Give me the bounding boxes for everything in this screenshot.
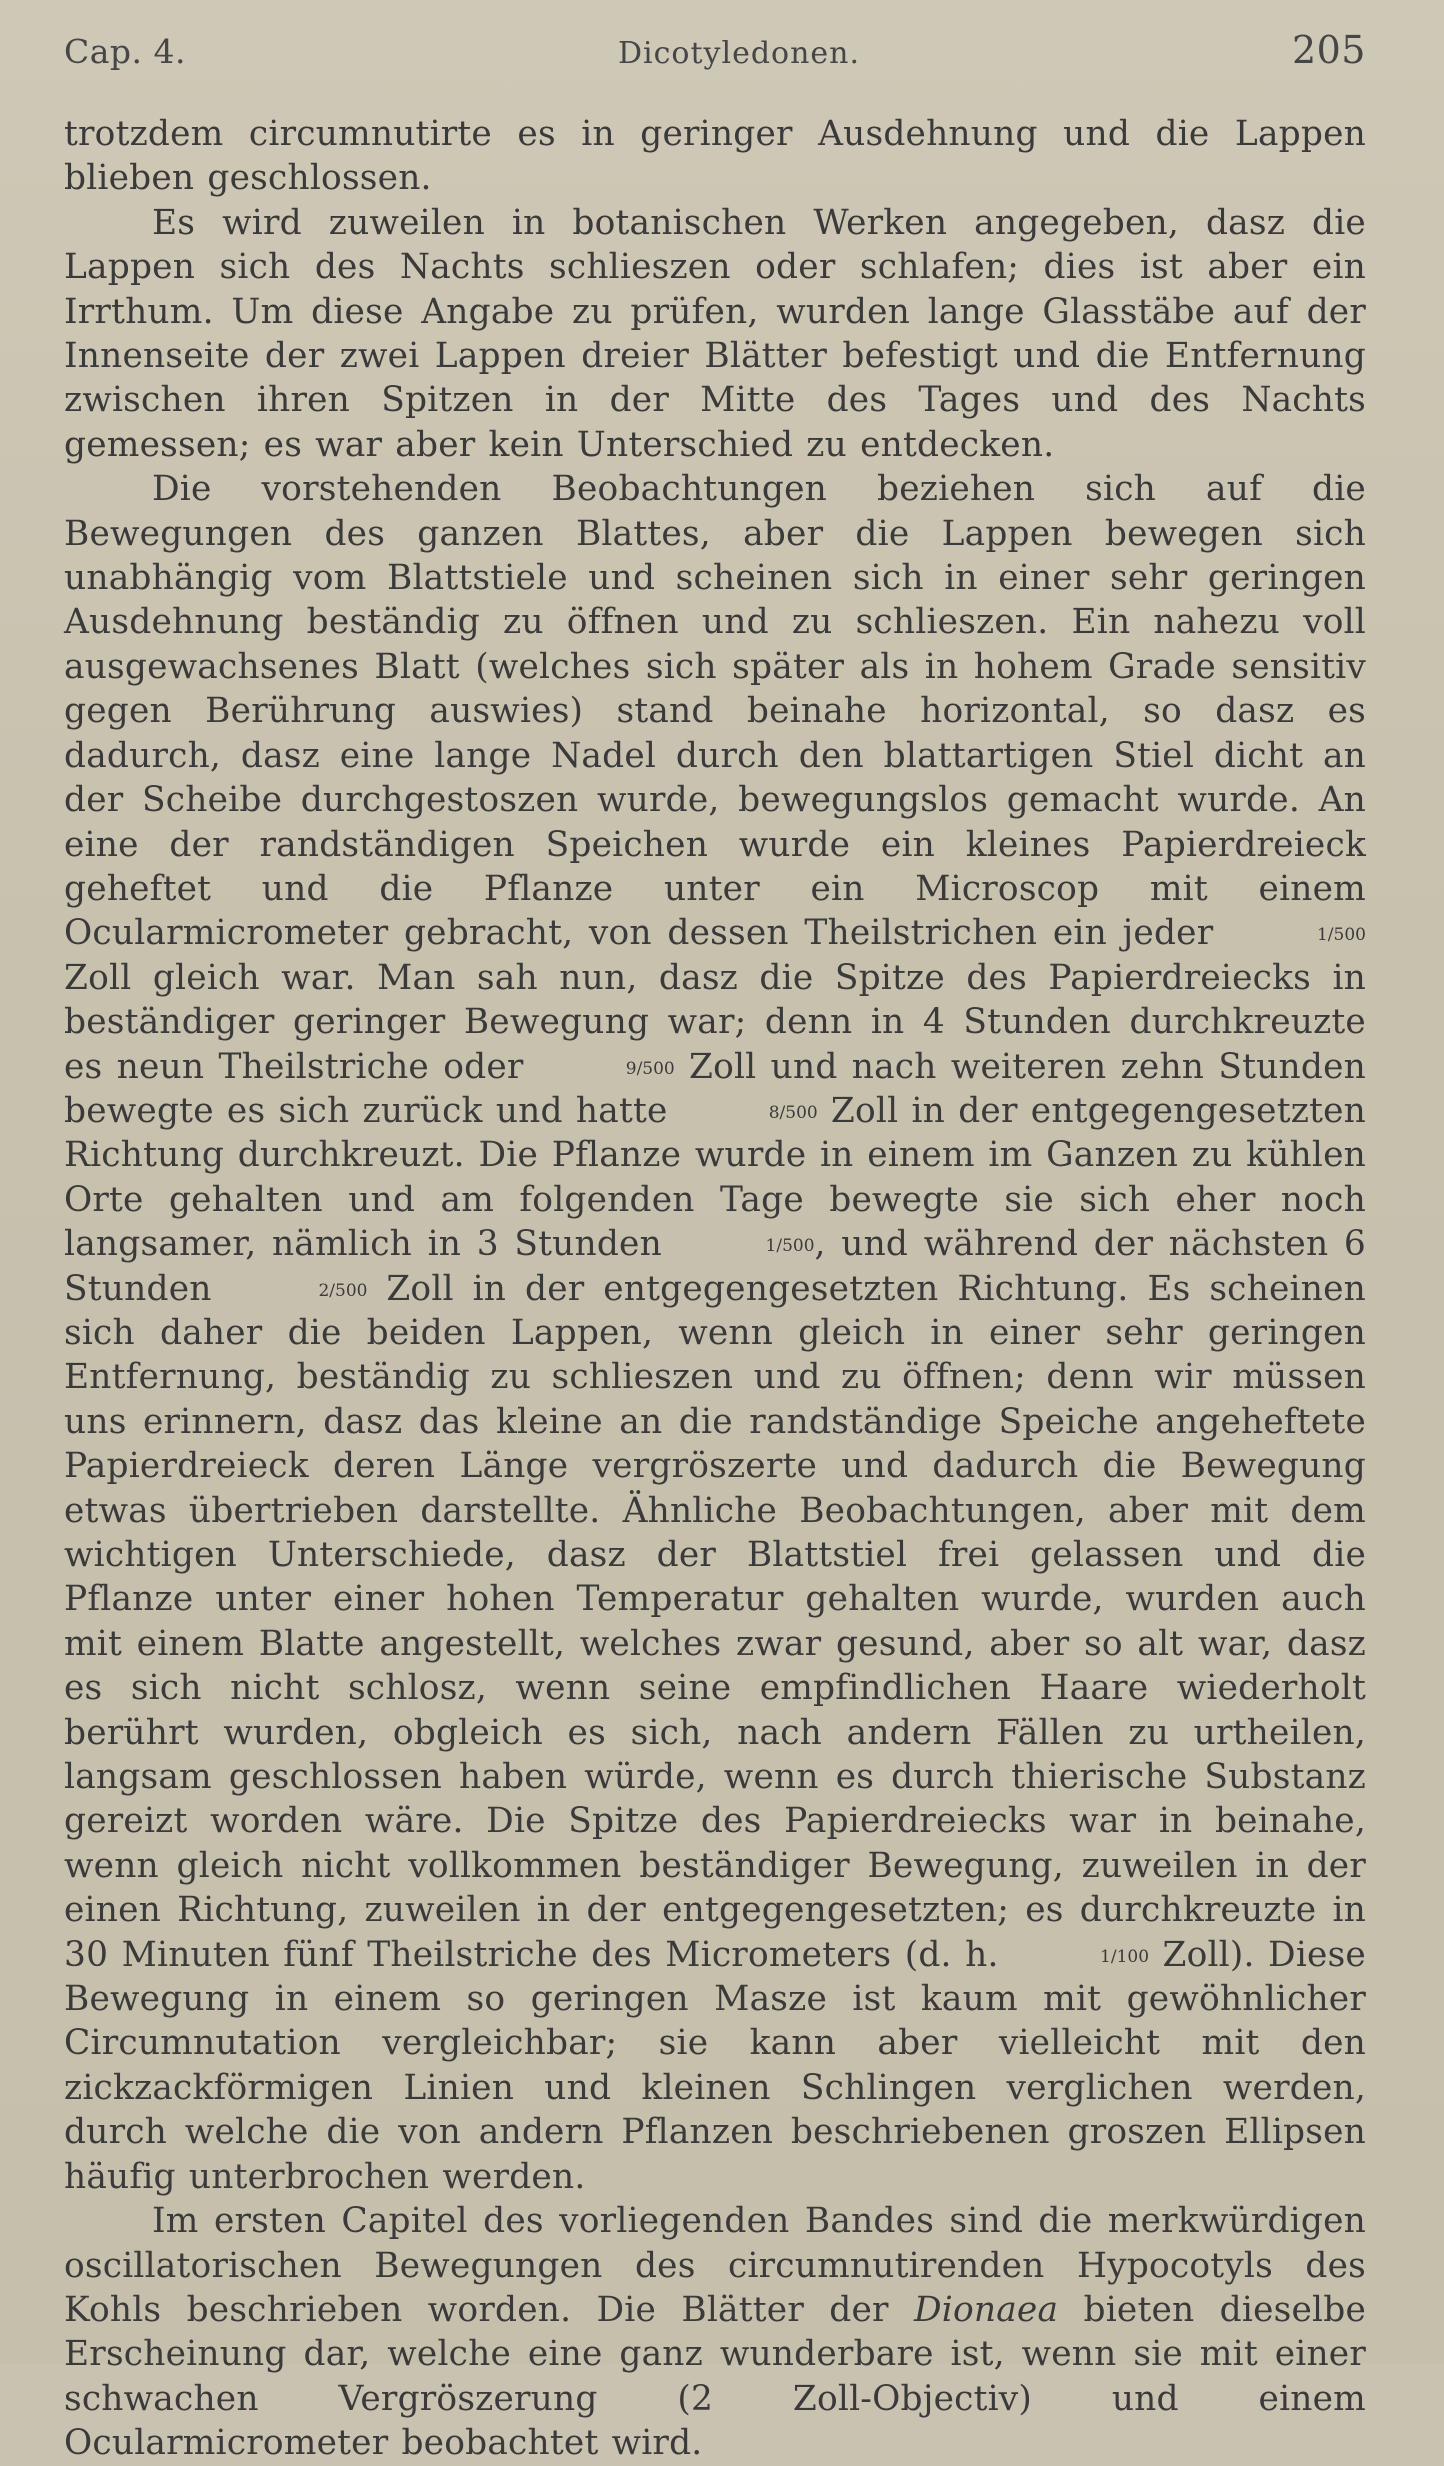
paragraph-3-text-6: Zoll in der entgegengesetzten Richtung. Es scheinen sich daher die beiden Lappen, wenn gleich in einer sehr geringen Entfernung, beständig zu schlieszen und zu öffnen; denn wir müssen uns erinnern, dasz das kleine an die randständige Speiche angeheftete Papierdreieck deren Länge vergröszerte und dadurch die Bewegung etwas übertrieben darstellte. Ähnliche Beobachtungen, aber mit dem wichtigen Unterschiede, dasz der Blattstiel frei gelassen und die Pflanze unter einer hohen Temperatur gehalten wurde, wurden auch mit einem Blatte angestellt, welches zwar gesund, aber so alt war, dasz es sich nicht schlosz, wenn seine empfindlichen Haare wiederholt berührt wurden, obgleich es sich, nach andern Fällen zu urtheilen, langsam geschlossen haben würde, wenn es durch thierische Substanz gereizt worden wäre. Die Spitze des Papierdreiecks war in beinahe, wenn gleich nicht vollkommen beständiger Bewegung, zuweilen in der einen Richtung, zuweilen in der entgegengesetzten; es durchkreuzte in 30 Minuten fünf Theilstriche des Micrometers (d. h. (64, 1268, 1366, 1975)
paragraph-3-text-3: Zoll und nach weiteren zehn Stunden bewegte es sich zurück und hatte (64, 1046, 1366, 1131)
paragraph-4-text-2: bieten dieselbe Erscheinung dar, welche eine ganz wunderbare ist, wenn sie mit einer schwachen Vergröszerung (2 Zoll-Objectiv) und einem Ocularmicrometer beobachtet wird. (64, 2289, 1367, 2464)
fraction-5: 2/500 (318, 1280, 368, 1301)
paragraph-4-text-1: Im ersten Capitel des vorliegenden Bandes sind die merkwürdigen oscillatorischen Bewegungen des circumnutirenden Hypocotyls des Kohls beschrieben worden. Die Blätter der (64, 2201, 1366, 2330)
fraction-3: 8/500 (768, 1102, 818, 1123)
fraction-4: 1/500 (765, 1236, 815, 1257)
paragraph-4 (64, 2199, 1366, 2465)
paragraph-3-text-4: Zoll in der entgegengesetzten Richtung durchkreuzt. Die Pflanze wurde in einem im Ganzen zu kühlen Orte gehalten und am folgenden Tage bewegte sie sich eher noch langsamer, nämlich in 3 Stunden (64, 1090, 1366, 1265)
chapter-label: Cap. 4. (64, 32, 187, 71)
paragraph-3-text-2: Zoll gleich war. Man sah nun, dasz die Spitze des Papierdreiecks in beständiger geringer Bewegung war; denn in 4 Stunden durchkreuzte es neun Theilstriche oder (64, 957, 1366, 1087)
page-number: 205 (1291, 28, 1366, 72)
paragraph-3-text-5: , und während der nächsten 6 Stunden (64, 1224, 1366, 1309)
paragraph-3-text-7: Zoll). Diese Bewegung in einem so geringen Masze ist kaum mit gewöhnlicher Circumnutation vergleichbar; sie kann aber vielleicht mit den zickzackförmigen Linien und kleinen Schlingen verglichen werden, durch welche die von andern Pflanzen beschriebenen groszen Ellipsen häufig unterbrochen werden. (64, 1934, 1366, 2197)
paragraph-3-text-1: Die vorstehenden Beobachtungen beziehen sich auf die Bewegungen des ganzen Blattes, aber die Lappen bewegen sich unabhängig vom Blattstiele und scheinen sich in einer sehr geringen Ausdehnung beständig zu öffnen und zu schlieszen. Ein nahezu voll ausgewachsenes Blatt (welches sich später als in hohem Grade sensitiv gegen Berührung auswies) stand beinahe horizontal, so dasz es dadurch, dasz eine lange Nadel durch den blattartigen Stiel dicht an der Scheibe durchgestoszen wurde, bewegungslos gemacht wurde. An eine der randständigen Speichen wurde ein kleines Papierdreieck geheftet und die Pflanze unter ein Microscop mit einem Ocularmicrometer gebracht, von dessen Theilstrichen ein jeder (64, 469, 1366, 954)
paragraph-3 (64, 467, 1366, 2199)
page-body (64, 112, 1366, 2466)
fraction-1: 1/500 (1316, 925, 1366, 946)
species-name: Dionaea (913, 2289, 1059, 2330)
paragraph-1: trotzdem circumnutirte es in geringer Ausdehnung und die Lappen blieben geschlossen. (64, 114, 1366, 199)
paragraph-2: Es wird zuweilen in botanischen Werken angegeben, dasz die Lappen sich des Nachts schlieszen oder schlafen; dies ist aber ein Irrthum. Um diese Angabe zu prüfen, wurden lange Glasstäbe auf der Innenseite der zwei Lappen dreier Blätter befestigt und die Entfernung zwischen ihren Spitzen in der Mitte des Tages und des Nachts gemessen; es war aber kein Unterschied zu entdecken. (64, 202, 1366, 465)
fraction-2: 9/500 (625, 1058, 675, 1079)
running-title: Dicotyledonen. (617, 36, 861, 71)
running-header (64, 28, 1366, 112)
fraction-6: 1/100 (1100, 1946, 1150, 1967)
